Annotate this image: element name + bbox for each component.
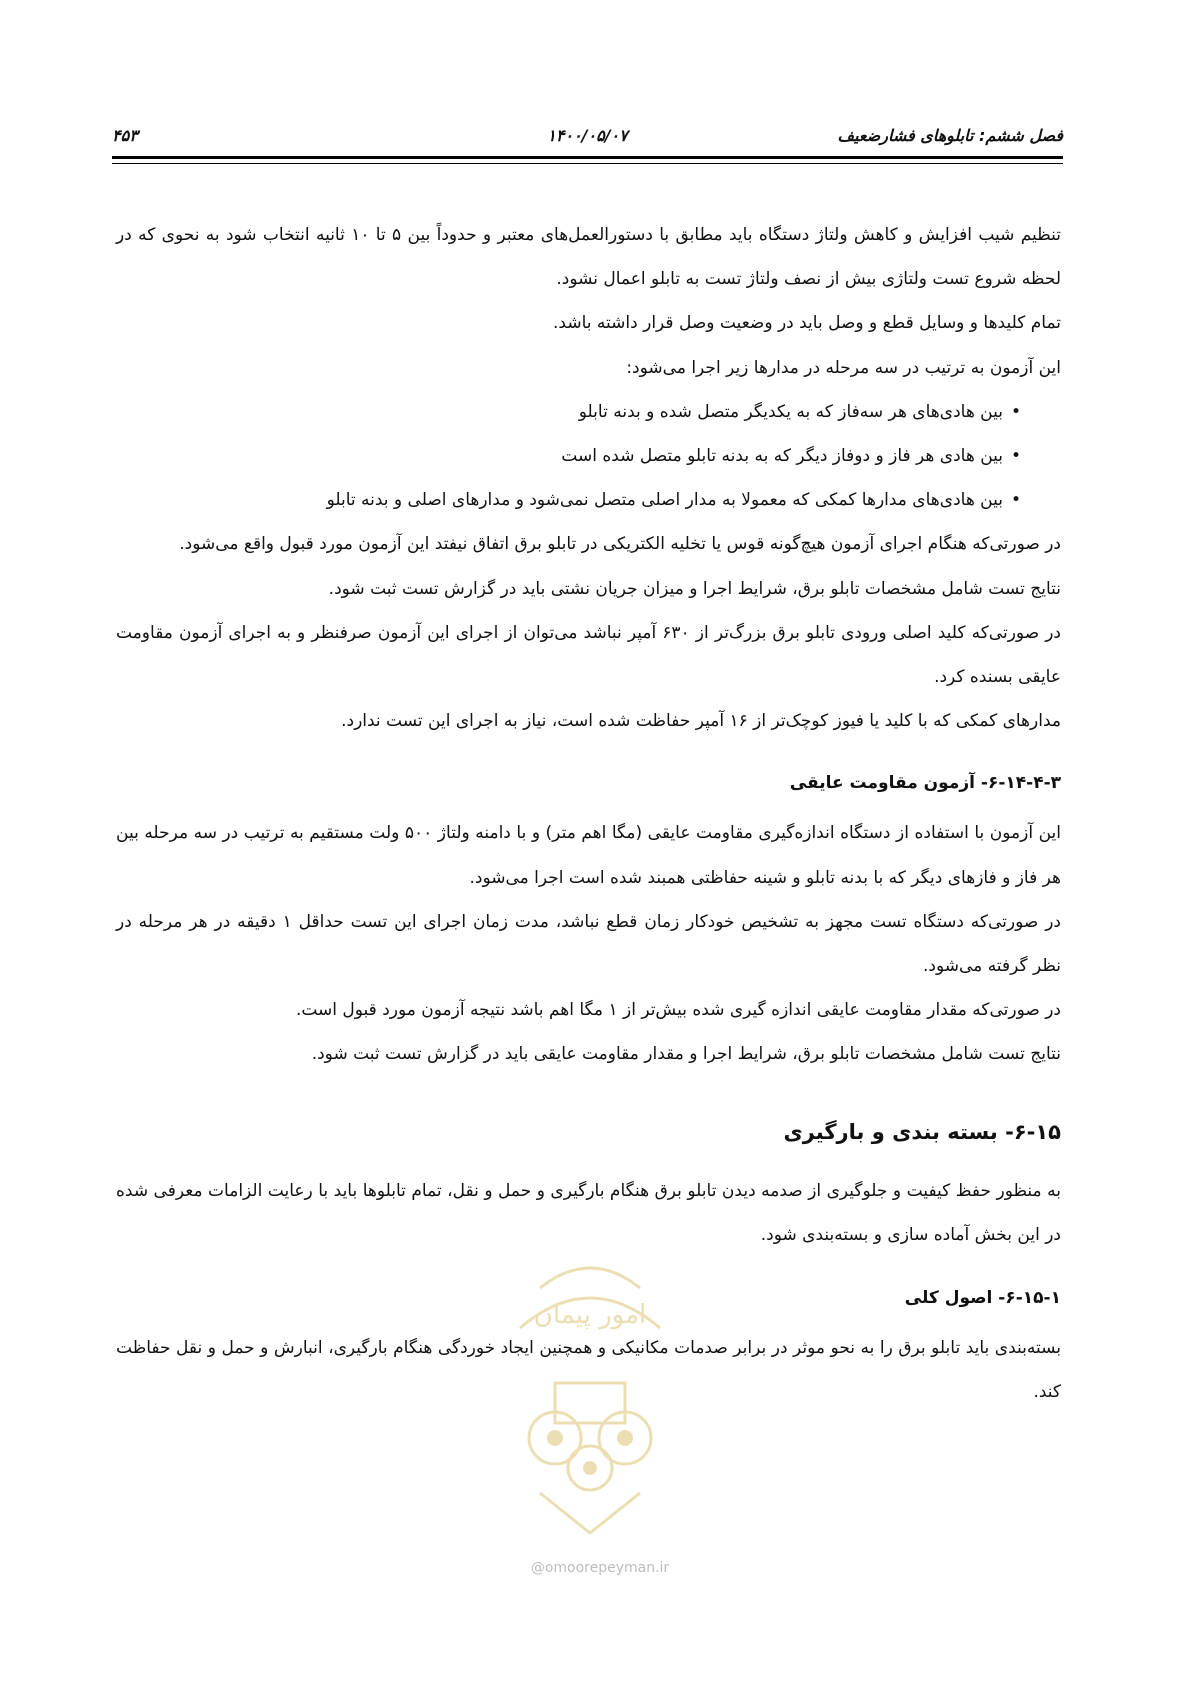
section-heading-general: ۶-۱۵-۱- اصول کلی bbox=[904, 1287, 1061, 1308]
paragraph: این آزمون به ترتیب در سه مرحله در مدارها زیر اجرا می‌شود: bbox=[626, 357, 1061, 378]
paragraph: در صورتی‌که مقدار مقاومت عایقی اندازه گیری شده بیش‌تر از ۱ مگا اهم باشد نتیجه آزمون مورد قبول است. bbox=[295, 1000, 1061, 1021]
header-date: ۱۴۰۰/۰۵/۰۷ bbox=[547, 126, 628, 145]
header-rule-thick bbox=[112, 156, 1063, 159]
watermark-logo-icon bbox=[480, 1248, 700, 1548]
list-item-text: بین هادی‌های مدارها کمکی که معمولا به مدار اصلی متصل نمی‌شود و مدارهای اصلی و بدنه تابلو bbox=[326, 490, 1003, 511]
list-item bbox=[116, 434, 1021, 478]
paragraph: مدارهای کمکی که با کلید یا فیوز کوچک‌تر از ۱۶ آمپر حفاظت شده است، نیاز به اجرای این تست ندارد. bbox=[341, 711, 1061, 732]
paragraph: به منظور حفظ کیفیت و جلوگیری از صدمه دیدن تابلو برق هنگام بارگیری و حمل و نقل، تمام تابلوها باید با رعایت الزامات معرفی شده در این بخش آماده سازی و بسته‌بندی شود. bbox=[116, 1181, 1061, 1246]
bullet-list bbox=[116, 390, 1061, 523]
list-item bbox=[116, 478, 1021, 522]
page-header bbox=[112, 126, 1063, 156]
bullet-icon: • bbox=[1010, 490, 1021, 511]
bullet-icon: • bbox=[1010, 445, 1021, 466]
paragraph: بسته‌بندی باید تابلو برق را به نحو موثر در برابر صدمات مکانیکی و همچنین ایجاد خوردگی هنگام بارگیری، انبارش و حمل و نقل حفاظت کند. bbox=[116, 1337, 1061, 1402]
paragraph: در صورتی‌که هنگام اجرای آزمون هیچ‌گونه قوس یا تخلیه الکتریکی در تابلو برق اتفاق نیفتد این آزمون مورد قبول واقع می‌شود. bbox=[179, 534, 1061, 555]
section-heading-packaging: ۶-۱۵- بسته بندی و بارگیری bbox=[783, 1119, 1061, 1144]
watermark-logo-text: امور پیمان bbox=[533, 1300, 647, 1330]
section-heading-insulation: ۶-۱۴-۴-۳- آزمون مقاومت عایقی bbox=[789, 773, 1061, 794]
paragraph: نتایج تست شامل مشخصات تابلو برق، شرایط اجرا و میزان جریان نشتی باید در گزارش تست ثبت شود. bbox=[328, 578, 1061, 599]
list-item bbox=[116, 390, 1021, 434]
list-item-text: بین هادی هر فاز و دوفاز دیگر که به بدنه تابلو متصل شده است bbox=[561, 445, 1003, 466]
paragraph: در صورتی‌که دستگاه تست مجهز به تشخیص خودکار زمان قطع نباشد، مدت زمان اجرای این تست حداقل ۱ دقیقه در هر مرحله در نظر گرفته می‌شود. bbox=[116, 911, 1062, 976]
paragraph: نتایج تست شامل مشخصات تابلو برق، شرایط اجرا و مقدار مقاومت عایقی باید در گزارش تست ثبت شود. bbox=[311, 1044, 1061, 1065]
page-number: ۴۵۳ bbox=[112, 126, 138, 145]
watermark-site: @omoorepeyman.ir bbox=[530, 1560, 670, 1576]
paragraph: این آزمون با استفاده از دستگاه اندازه‌گیری مقاومت عایقی (مگا اهم متر) و با دامنه ولتاژ ۵۰۰ ولت مستقیم به ترتیب در سه مرحله بین هر فاز و فازهای دیگر که با بدنه تابلو و شینه حفاظتی همبند شده است اجرا می‌شود. bbox=[116, 823, 1061, 888]
chapter-title: فصل ششم: تابلوهای فشارضعیف bbox=[837, 126, 1063, 145]
paragraph: در صورتی‌که کلید اصلی ورودی تابلو برق بزرگ‌تر از ۶۳۰ آمپر نباشد می‌توان از اجرای این آزمون صرفنظر و به اجرای آزمون مقاومت عایقی بسنده کرد. bbox=[116, 622, 1062, 687]
body-text bbox=[116, 213, 1061, 1414]
paragraph: تنظیم شیب افزایش و کاهش ولتاژ دستگاه باید مطابق با دستورالعمل‌های معتبر و حدوداً بین ۵ تا ۱۰ ثانیه انتخاب شود به نحوی که در لحظه شروع تست ولتاژی بیش از نصف ولتاژ تست به تابلو اعمال نشود. bbox=[116, 225, 1061, 290]
paragraph: تمام کلیدها و وسایل قطع و وصل باید در وضعیت وصل قرار داشته باشد. bbox=[553, 313, 1061, 334]
list-item-text: بین هادی‌های هر سه‌فاز که به یکدیگر متصل شده و بدنه تابلو bbox=[578, 401, 1003, 422]
header-rule-thin bbox=[112, 163, 1063, 164]
bullet-icon: • bbox=[1010, 401, 1021, 422]
